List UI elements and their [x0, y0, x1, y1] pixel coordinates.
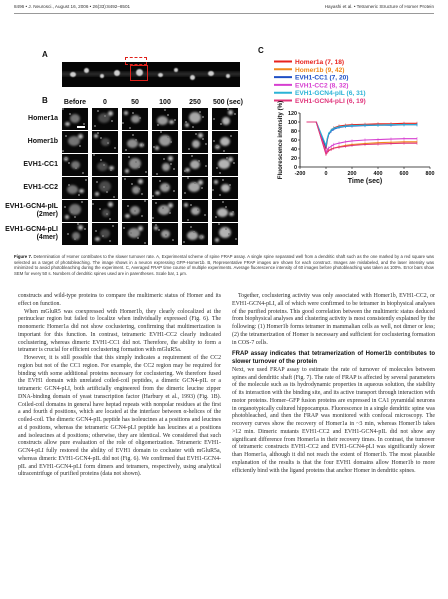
- fluorescent-spine: [160, 183, 170, 192]
- section-heading: FRAP assay indicates that tetramerization of Homer1b contributes to slower turnover of the protein: [232, 351, 435, 365]
- frap-image-cell: [62, 131, 88, 153]
- background-speck: [138, 188, 140, 190]
- caption-text: Determination of Homer contributes to the slower turnover rate. A, Experimental scheme of spine FRAP assay. A single spine separated well from a dendritic shaft such as the one marked by a red square was selected as a target of photobleaching. The image shows in a neuron expressing GFP-Homer1b. B, Representative FRAP images are shown for each construct. Images are mislabeled, and the laser intensity was minimized to avoid photobleaching during the experiment. C, Averaged FRAP time course of multiple experiments. Average fluorescence intensity of 60 images before photobleaching was taken as 100%. Error bars show SEM for every 50 s. Numbers of dendritic spines used are in parentheses. Scale bar, 1 μm.: [14, 254, 434, 276]
- background-speck: [152, 195, 154, 197]
- construct-row-label: [2, 226, 58, 242]
- paragraph: Together, coclustering activity was only associated with Homer1b, EVH1-CC2, or EVH1-GCN4-pLI, all of which were confirmed to be tetramer in biophysical analyses of the purified proteins. This good correlation between the multimeric status deduced from biophysical analyses and clustering activity is most consistently explained by the following: (1) Homer1b forms tetramer in mammalian cells as well, not dimer or less; (2) the tetramerization of Homer is necessary and sufficient for coclustering formation in COS-7 cells.: [232, 293, 435, 346]
- frap-image-cell: [152, 223, 178, 245]
- construct-row-label: [2, 161, 58, 169]
- background-speck: [107, 142, 109, 144]
- background-speck: [114, 147, 116, 149]
- frap-image-cell: [62, 223, 88, 245]
- background-speck: [103, 186, 105, 188]
- background-speck: [160, 131, 162, 133]
- photobleach-target-box: [130, 65, 148, 81]
- background-speck: [228, 233, 230, 235]
- background-speck: [190, 226, 192, 228]
- background-speck: [124, 178, 126, 180]
- frap-image-cell: [62, 177, 88, 199]
- background-speck: [109, 240, 111, 242]
- construct-row-label: [2, 203, 58, 219]
- fluorescent-spine: [155, 191, 160, 195]
- frap-image-cell: [182, 108, 208, 130]
- construct-name: Homer1a: [28, 115, 58, 122]
- fluorescent-spine: [168, 203, 173, 208]
- spine-spot: [158, 73, 163, 77]
- background-speck: [170, 163, 172, 165]
- background-speck: [219, 172, 221, 174]
- background-speck: [230, 135, 232, 137]
- background-speck: [232, 211, 234, 213]
- construct-name: EVH1-GCN4-pLI: [5, 226, 58, 233]
- spine-spot: [84, 68, 89, 73]
- background-speck: [213, 140, 215, 142]
- frap-image-cell: [212, 108, 238, 130]
- frap-image-cell: [182, 200, 208, 222]
- fluorescent-spine: [192, 140, 200, 148]
- background-speck: [129, 127, 131, 129]
- background-speck: [190, 204, 192, 206]
- fluorescent-spine: [69, 204, 81, 215]
- timepoint-label: 250: [189, 99, 201, 106]
- background-speck: [123, 227, 125, 229]
- background-speck: [194, 182, 196, 184]
- frap-image-cell: [212, 223, 238, 245]
- background-speck: [173, 168, 175, 170]
- background-speck: [167, 114, 169, 116]
- background-speck: [113, 196, 115, 198]
- y-tick-label: 60: [291, 138, 297, 144]
- background-speck: [139, 117, 141, 119]
- background-speck: [72, 140, 74, 142]
- panel-b-letter: B: [42, 96, 48, 105]
- background-speck: [195, 133, 197, 135]
- background-speck: [100, 159, 102, 161]
- background-speck: [69, 113, 71, 115]
- construct-row-label: [2, 184, 58, 192]
- frap-image-cell: [122, 131, 148, 153]
- background-speck: [219, 194, 221, 196]
- background-speck: [104, 115, 106, 117]
- timepoint-label: 50: [131, 99, 139, 106]
- caption-label: Figure 7.: [14, 254, 33, 259]
- background-speck: [174, 119, 176, 121]
- background-speck: [75, 167, 77, 169]
- frap-image-cell: [62, 108, 88, 130]
- background-speck: [166, 185, 168, 187]
- background-speck: [153, 146, 155, 148]
- background-speck: [109, 218, 111, 220]
- y-tick-label: 100: [288, 120, 297, 126]
- frap-image-cell: [62, 200, 88, 222]
- background-speck: [65, 157, 67, 159]
- panel-c-letter: C: [258, 46, 264, 55]
- background-speck: [191, 155, 193, 157]
- background-speck: [77, 223, 79, 225]
- construct-row-label: [2, 115, 58, 123]
- background-speck: [112, 225, 114, 227]
- fluorescent-spine: [108, 202, 113, 207]
- background-speck: [74, 216, 76, 218]
- fluorescent-spine: [95, 237, 100, 241]
- background-speck: [226, 157, 228, 159]
- background-speck: [132, 134, 134, 136]
- x-tick-label: 800: [425, 171, 435, 177]
- background-speck: [158, 229, 160, 231]
- background-speck: [79, 145, 81, 147]
- timepoint-label: 500 (sec): [213, 99, 243, 106]
- fluorescent-spine: [138, 226, 143, 231]
- frap-image-cell: [122, 108, 148, 130]
- fluorescent-spine: [155, 146, 159, 150]
- spine-spot: [114, 70, 120, 76]
- background-speck: [100, 137, 102, 139]
- background-speck: [193, 231, 195, 233]
- scale-bar: [77, 126, 85, 128]
- background-speck: [167, 136, 169, 138]
- legend-label: EVH1-GCN4-pLI (6, 19): [295, 98, 366, 105]
- background-speck: [144, 242, 146, 244]
- frap-image-cell: [92, 131, 118, 153]
- spine-spot: [190, 75, 195, 80]
- background-speck: [234, 113, 236, 115]
- background-speck: [222, 179, 224, 181]
- background-speck: [92, 203, 94, 205]
- background-speck: [138, 166, 140, 168]
- frap-image-cell: [182, 154, 208, 176]
- background-speck: [233, 162, 235, 164]
- frap-image-cell: [182, 177, 208, 199]
- background-speck: [122, 122, 124, 124]
- oligomer-state: (4mer): [36, 234, 58, 241]
- legend-label: EVH1-GCN4-pIL (6, 31): [295, 90, 366, 98]
- spine-spot: [208, 71, 214, 76]
- panel-a-letter: A: [42, 50, 48, 59]
- fluorescent-spine: [65, 215, 69, 219]
- background-speck: [137, 237, 139, 239]
- fluorescent-spine: [184, 203, 188, 207]
- fluorescent-spine: [70, 114, 80, 123]
- background-speck: [155, 202, 157, 204]
- background-speck: [216, 145, 218, 147]
- background-speck: [235, 238, 237, 240]
- fluorescent-spine: [191, 207, 200, 215]
- background-speck: [220, 123, 222, 125]
- background-speck: [106, 191, 108, 193]
- frap-image-cell: [122, 223, 148, 245]
- background-speck: [164, 109, 166, 111]
- background-speck: [141, 215, 143, 217]
- background-speck: [97, 110, 99, 112]
- background-speck: [223, 150, 225, 152]
- background-speck: [135, 161, 137, 163]
- fluorescent-spine: [222, 117, 230, 125]
- y-tick-label: 80: [291, 129, 297, 135]
- frap-image-cell: [182, 131, 208, 153]
- paragraph: Next, we used FRAP assay to estimate the rate of turnover of molecules between spines and dendritic shaft (Fig. 7). The rate of FRAP is affected by several parameters of the molecule such as its hydrodynamic properties in aqueous solution, the stability of its interaction with the binding site, and its active transport through interaction with motor proteins. Homer–GFP fusion proteins are expressed in CA1 pyramidal neurons in organotypically cultured hippocampus. Fluorescence in a single dendritic spine was photobleached, and then the FRAP was monitored with confocal microscopy. The recovery curves show the recovery of Homer1a in ~3 min, whereas Homer1b takes >12 min. Dimeric mutants EVH1-CC2 and EVH1-GCN4-pIL did not show any significant difference from Homer1a in their recovery times. In contrast, the turnover of tetrameric constructs EVH1-CC2 and EVH1-GCN4-pLI was significantly slower than Homer1a, although it did not reach the extent of Homer1b. The most plausible explanation of the results is that the four EVH1 domains allow Homer1b to more efficiently bind with the ligand proteins that anchor Homer in dendritic spines.: [232, 366, 435, 474]
- background-speck: [106, 213, 108, 215]
- background-speck: [131, 183, 133, 185]
- header-authors-title: Hayashi et al. • Tetrameric Structure of Homer Protein: [324, 4, 434, 9]
- y-tick-label: 120: [288, 111, 297, 117]
- y-axis-label: Fluorescence intensity (%): [277, 100, 284, 180]
- background-speck: [202, 116, 204, 118]
- figure-caption: [14, 254, 434, 290]
- fluorescent-spine: [108, 111, 113, 116]
- background-speck: [85, 179, 87, 181]
- frap-image-cell: [122, 154, 148, 176]
- background-speck: [201, 187, 203, 189]
- background-speck: [218, 223, 220, 225]
- background-speck: [142, 144, 144, 146]
- fluorescent-spine: [99, 181, 111, 192]
- frap-image-cell: [182, 223, 208, 245]
- background-speck: [155, 224, 157, 226]
- background-speck: [71, 211, 73, 213]
- background-speck: [156, 173, 158, 175]
- frap-image-cell: [92, 223, 118, 245]
- right-text-column: [232, 293, 435, 593]
- frap-image-cell: [152, 177, 178, 199]
- fluorescent-spine: [185, 123, 189, 127]
- background-speck: [162, 207, 164, 209]
- background-speck: [145, 171, 147, 173]
- background-speck: [76, 118, 78, 120]
- fluorescent-spine: [217, 208, 228, 217]
- background-speck: [134, 210, 136, 212]
- background-speck: [159, 180, 161, 182]
- background-speck: [205, 165, 207, 167]
- background-speck: [227, 108, 229, 110]
- frap-image-cell: [152, 131, 178, 153]
- fluorescent-spine: [162, 163, 170, 171]
- fluorescent-spine: [215, 238, 219, 242]
- fluorescent-spine: [214, 180, 218, 184]
- background-speck: [225, 206, 227, 208]
- x-tick-label: 600: [399, 171, 409, 177]
- background-speck: [200, 236, 202, 238]
- construct-name: EVH1-CC1: [23, 161, 58, 168]
- y-tick-label: 40: [291, 147, 297, 153]
- legend-label: Homer1b (9, 42): [295, 66, 345, 74]
- background-speck: [216, 167, 218, 169]
- background-speck: [229, 184, 231, 186]
- background-speck: [132, 112, 134, 114]
- frap-image-cell: [122, 200, 148, 222]
- background-speck: [199, 111, 201, 113]
- frap-chart: [270, 55, 440, 185]
- fluorescent-spine: [65, 122, 70, 126]
- construct-row-label: [2, 138, 58, 146]
- timepoint-label: Before: [63, 99, 87, 106]
- background-speck: [95, 230, 97, 232]
- zoom-indicator-box: [125, 57, 147, 65]
- background-speck: [225, 228, 227, 230]
- frap-image-cell: [92, 177, 118, 199]
- frap-image-cell: [92, 108, 118, 130]
- background-speck: [64, 206, 66, 208]
- background-speck: [68, 162, 70, 164]
- background-speck: [173, 190, 175, 192]
- background-speck: [184, 192, 186, 194]
- background-speck: [62, 150, 64, 152]
- panel-a-micrograph: [62, 62, 240, 87]
- background-speck: [222, 201, 224, 203]
- x-tick-label: 400: [373, 171, 383, 177]
- construct-name: EVH1-GCN4-pIL: [5, 203, 58, 210]
- background-speck: [99, 208, 101, 210]
- background-speck: [163, 158, 165, 160]
- background-speck: [130, 232, 132, 234]
- background-speck: [127, 205, 129, 207]
- spine-spot: [226, 74, 230, 78]
- background-speck: [187, 219, 189, 221]
- background-speck: [204, 214, 206, 216]
- fluorescent-spine: [125, 214, 130, 218]
- x-tick-label: 0: [324, 171, 328, 177]
- timepoint-label: 0: [103, 99, 107, 106]
- timepoint-label: 100: [159, 99, 171, 106]
- background-speck: [172, 239, 174, 241]
- fluorescent-spine: [125, 169, 129, 173]
- y-tick-label: 20: [291, 156, 297, 162]
- background-speck: [78, 194, 80, 196]
- background-speck: [111, 120, 113, 122]
- background-speck: [169, 212, 171, 214]
- background-speck: [135, 139, 137, 141]
- background-speck: [141, 193, 143, 195]
- frap-image-cell: [122, 177, 148, 199]
- fluorescent-spine: [189, 112, 201, 123]
- fluorescent-spine: [228, 157, 233, 162]
- background-speck: [165, 234, 167, 236]
- frap-image-cell: [212, 177, 238, 199]
- background-speck: [128, 156, 130, 158]
- background-speck: [62, 108, 64, 110]
- header-citation: 8496 • J. Neurosci., August 16, 2006 • 26(33):8492–8501: [14, 4, 131, 9]
- frap-image-cell: [152, 154, 178, 176]
- fluorescent-spine: [228, 110, 233, 115]
- background-speck: [205, 143, 207, 145]
- background-speck: [94, 125, 96, 127]
- background-speck: [96, 181, 98, 183]
- fluorescent-spine: [78, 225, 83, 230]
- frap-image-cell: [62, 154, 88, 176]
- background-speck: [152, 217, 154, 219]
- fluorescent-spine: [78, 134, 83, 139]
- spine-spot: [70, 72, 76, 77]
- background-speck: [74, 238, 76, 240]
- background-speck: [65, 135, 67, 137]
- paragraph: When mGluR5 was coexpressed with Homer1b, they clearly colocalized at the perinuclear region but failed to localize when individually expressed (Fig. 6). The monomeric Homer1a did not show coclustering, confirming that multimerization is important for this function. In contrast, tetrameric EVH1-CC2 clearly indicated coclustering, whereas dimeric EVH1-CC1 did not. Therefore, the ability to form a tetramer is crucial for efficient coclustering formation with mGluR5a.: [18, 308, 221, 354]
- frap-image-cell: [212, 154, 238, 176]
- background-speck: [71, 189, 73, 191]
- construct-name: EVH1-CC2: [23, 184, 58, 191]
- background-speck: [67, 233, 69, 235]
- background-speck: [84, 228, 86, 230]
- fluorescent-spine: [124, 111, 128, 115]
- frap-image-cell: [92, 154, 118, 176]
- spine-spot: [100, 74, 104, 78]
- x-axis-label: Time (sec): [347, 178, 383, 185]
- frap-image-cell: [212, 200, 238, 222]
- background-speck: [185, 121, 187, 123]
- background-speck: [192, 126, 194, 128]
- background-speck: [184, 170, 186, 172]
- background-speck: [198, 160, 200, 162]
- fluorescent-spine: [95, 192, 99, 196]
- left-text-column: [18, 293, 221, 593]
- background-speck: [188, 148, 190, 150]
- background-speck: [144, 200, 146, 202]
- background-speck: [197, 209, 199, 211]
- legend-label: EVH1-CC1 (7, 20): [295, 74, 349, 82]
- background-speck: [110, 169, 112, 171]
- frap-image-cell: [212, 131, 238, 153]
- oligomer-state: (2mer): [36, 211, 58, 218]
- spine-spot: [174, 68, 178, 72]
- background-speck: [170, 141, 172, 143]
- y-tick-label: 0: [294, 165, 297, 171]
- background-speck: [213, 118, 215, 120]
- background-speck: [215, 216, 217, 218]
- background-speck: [97, 132, 99, 134]
- paragraph: constructs and wild-type proteins to compare the multimeric status of Homer and its effect on function.: [18, 293, 221, 307]
- frap-image-cell: [152, 200, 178, 222]
- x-tick-label: -200: [294, 171, 306, 177]
- fluorescent-spine: [198, 180, 203, 185]
- background-speck: [93, 154, 95, 156]
- background-speck: [102, 235, 104, 237]
- paragraph: However, it is still possible that this simply indicates a requirement of the CC2 region but not of the CC1 region. For example, the CC2 region may be required for binding with some additional proteins necessary for coclustering. We therefore fused the EVH1 domain with unrelated coiled-coil peptides, a dimeric GCN4-pIL or a tetrameric GCN4-pLI, both artificially engineered from the dimeric leucine zipper DNA-binding domain of yeast transcription factor (Harbury et al., 1993) (Fig. 1B). Coiled-coil domains in general have heptad repeats with nonpolar residues at the first a and fourth d positions, which are located at the interface between α-helices of the coiled-coil. The dimeric GCN4-pIL peptide has isoleucines at a positions and leucines at d positions, whereas the tetrameric GCN4-pLI peptide has leucines at a positions and isoleucines at d positions; otherwise, they are identical. We considered that such constructs allow pure evaluation of the role of oligomerization. Tetrameric EVH1-GCN4-pLI fully restored the ability of EVH1 domain to cocluster with mGluR5a, whereas dimeric EVH1-GCN4-pIL did not (Fig. 6). We confirmed that EVH1-GCN4-pIL and EVH1-GCN4-pLI form dimers and tetramers, respectively, using analytical ultracentrifuge of purified proteins (data not shown).: [18, 355, 221, 478]
- fluorescent-spine: [220, 137, 230, 146]
- header-rule: [14, 13, 434, 14]
- legend-label: Homer1a (7, 18): [295, 59, 345, 66]
- background-speck: [68, 184, 70, 186]
- fluorescent-spine: [168, 156, 173, 161]
- frap-image-cell: [152, 108, 178, 130]
- x-tick-label: 200: [347, 171, 357, 177]
- background-speck: [103, 164, 105, 166]
- fluorescent-spine: [79, 189, 84, 193]
- fluorescent-spine: [138, 179, 143, 184]
- background-speck: [212, 189, 214, 191]
- background-speck: [183, 241, 185, 243]
- fluorescent-spine: [94, 134, 98, 138]
- background-speck: [81, 201, 83, 203]
- background-speck: [187, 177, 189, 179]
- legend-label: EVH1-CC2 (8, 32): [295, 82, 349, 90]
- background-speck: [82, 172, 84, 174]
- frap-image-cell: [92, 200, 118, 222]
- background-speck: [125, 149, 127, 151]
- background-speck: [202, 138, 204, 140]
- background-speck: [157, 124, 159, 126]
- background-speck: [83, 123, 85, 125]
- construct-name: Homer1b: [27, 138, 58, 145]
